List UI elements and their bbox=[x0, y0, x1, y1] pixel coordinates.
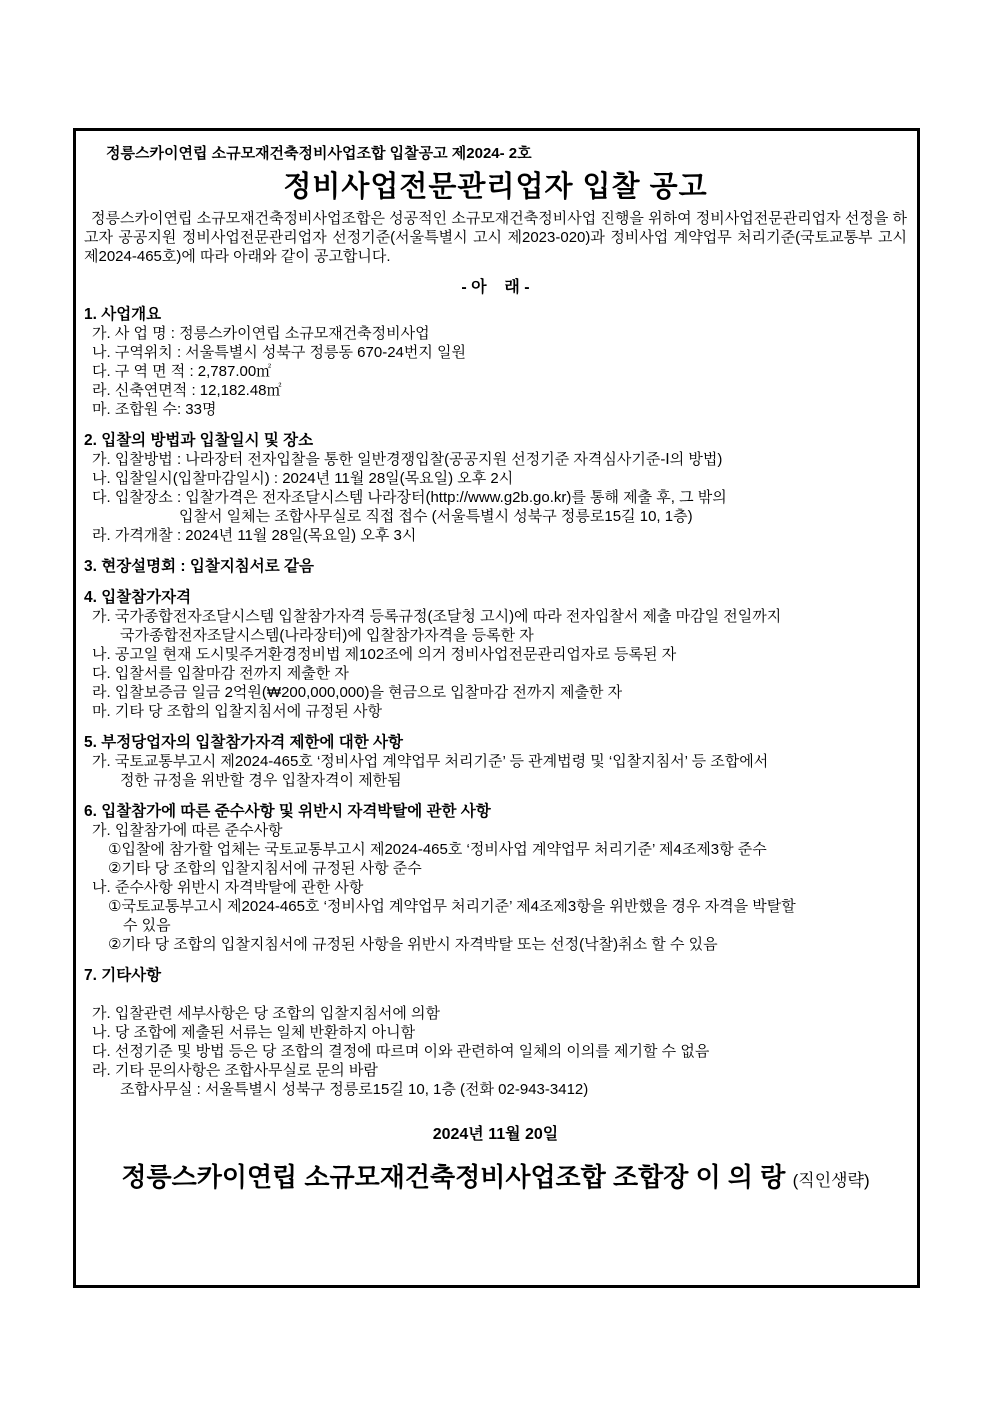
doc-line: 입찰서 일체는 조합사무실로 직접 접수 (서울특별시 성북구 정릉로15길 10, 1층) bbox=[179, 508, 693, 525]
doc-line: 마. 조합원 수: 33명 bbox=[92, 401, 217, 418]
doc-line: 마. 기타 당 조합의 입찰지침서에 규정된 사항 bbox=[92, 703, 382, 720]
doc-line: 나. 당 조합에 제출된 서류는 일체 반환하지 아니함 bbox=[92, 1024, 416, 1041]
document-number-line: 정릉스카이연립 소규모재건축정비사업조합 입찰공고 제2024- 2호 bbox=[106, 145, 532, 162]
doc-line: 다. 입찰서를 입찰마감 전까지 제출한 자 bbox=[92, 665, 349, 682]
section bbox=[84, 802, 907, 954]
doc-line: ②기타 당 조합의 입찰지침서에 규정된 사항 준수 bbox=[108, 860, 422, 877]
below-marker: - 아 래 - bbox=[461, 279, 530, 296]
sections bbox=[84, 305, 907, 1099]
section bbox=[84, 588, 907, 721]
signature-name: 정릉스카이연립 소규모재건축정비사업조합 조합장 이 의 랑 bbox=[121, 1162, 786, 1192]
signature-note: (직인생략) bbox=[792, 1171, 870, 1190]
doc-line: 나. 구역위치 : 서울특별시 성북구 정릉동 670-24번지 일원 bbox=[92, 344, 467, 361]
section-heading: 7. 기타사항 bbox=[84, 967, 162, 984]
doc-line: 가. 국가종합전자조달시스템 입찰참가자격 등록규정(조달청 고시)에 따라 전자입찰서 제출 마감일 전일까지 bbox=[92, 608, 782, 625]
doc-line: 가. 입찰관련 세부사항은 당 조합의 입찰지침서에 의함 bbox=[92, 1005, 440, 1022]
section-heading: 3. 현장설명회 : 입찰지침서로 같음 bbox=[84, 558, 314, 575]
date-line: 2024년 11월 20일 bbox=[432, 1126, 559, 1143]
section bbox=[84, 431, 907, 545]
doc-line: 라. 신축연면적 : 12,182.48㎡ bbox=[92, 382, 282, 399]
doc-line: 나. 공고일 현재 도시및주거환경정비법 제102조에 의거 정비사업전문관리업자로 등록된 자 bbox=[92, 646, 677, 663]
doc-line: 수 있음 bbox=[123, 917, 171, 934]
intro-paragraph: 정릉스카이연립 소규모재건축정비사업조합은 성공적인 소규모재건축정비사업 진행을 위하여 정비사업전문관리업자 선정을 하고자 공공지원 정비사업전문관리업자 선정기준(서울특별시 고시 제2023-020)과 정비사업 계약업무 처리기준(국토교통부 고시 제2024-465호)에 따라 아래와 같이 공고합니다. bbox=[84, 210, 907, 265]
doc-line: ①입찰에 참가할 업체는 국토교통부고시 제2024-465호 ‘정비사업 계약업무 처리기준’ 제4조제3항 준수 bbox=[108, 841, 767, 858]
document-content bbox=[76, 131, 917, 1198]
signature-line bbox=[84, 1160, 907, 1198]
page-title: 정비사업전문관리업자 입찰 공고 bbox=[283, 171, 708, 203]
doc-line: 다. 구 역 면 적 : 2,787.00㎡ bbox=[92, 363, 272, 380]
doc-line: 정한 규정을 위반할 경우 입찰자격이 제한됨 bbox=[120, 772, 402, 789]
doc-line: 라. 입찰보증금 일금 2억원(₩200,000,000)을 현금으로 입찰마감 전까지 제출한 자 bbox=[92, 684, 623, 701]
doc-line: 라. 기타 문의사항은 조합사무실로 문의 바람 bbox=[92, 1062, 378, 1079]
section-heading: 1. 사업개요 bbox=[84, 306, 162, 323]
section bbox=[84, 966, 907, 1099]
doc-line: 가. 입찰참가에 따른 준수사항 bbox=[92, 822, 283, 839]
doc-line: ①국토교통부고시 제2024-465호 ‘정비사업 계약업무 처리기준’ 제4조제3항을 위반했을 경우 자격을 박탈할 bbox=[108, 898, 796, 915]
doc-line: 나. 입찰일시(입찰마감일시) : 2024년 11월 28일(목요일) 오후 2시 bbox=[92, 470, 514, 487]
doc-line: 조합사무실 : 서울특별시 성북구 정릉로15길 10, 1층 (전화 02-943-3412) bbox=[120, 1081, 589, 1098]
doc-line: 가. 사 업 명 : 정릉스카이연립 소규모재건축정비사업 bbox=[92, 325, 430, 342]
doc-line: 나. 준수사항 위반시 자격박탈에 관한 사항 bbox=[92, 879, 364, 896]
doc-line: 가. 국토교통부고시 제2024-465호 ‘정비사업 계약업무 처리기준’ 등 관계법령 및 ‘입찰지침서’ 등 조합에서 bbox=[92, 753, 769, 770]
doc-line: 라. 가격개찰 : 2024년 11월 28일(목요일) 오후 3시 bbox=[92, 527, 417, 544]
section-heading: 4. 입찰참가자격 bbox=[84, 589, 192, 606]
doc-line: 다. 선정기준 및 방법 등은 당 조합의 결정에 따르며 이와 관련하여 일체의 이의를 제기할 수 없음 bbox=[92, 1043, 710, 1060]
doc-line: ②기타 당 조합의 입찰지침서에 규정된 사항을 위반시 자격박탈 또는 선정(낙찰)취소 할 수 있음 bbox=[108, 936, 718, 953]
doc-line: 다. 입찰장소 : 입찰가격은 전자조달시스템 나라장터(http://www.g2b.go.kr)를 통해 제출 후, 그 밖의 bbox=[92, 489, 727, 506]
doc-line: 국가종합전자조달시스템(나라장터)에 입찰참가자격을 등록한 자 bbox=[120, 627, 534, 644]
section-heading: 6. 입찰참가에 따른 준수사항 및 위반시 자격박탈에 관한 사항 bbox=[84, 803, 491, 820]
document-border-frame bbox=[73, 128, 920, 1288]
section bbox=[84, 557, 907, 576]
doc-line: 가. 입찰방법 : 나라장터 전자입찰을 통한 일반경쟁입찰(공공지원 선정기준 자격심사기준-Ⅰ의 방법) bbox=[92, 451, 723, 468]
section bbox=[84, 305, 907, 419]
section-heading: 2. 입찰의 방법과 입찰일시 및 장소 bbox=[84, 432, 314, 449]
section-heading: 5. 부정당업자의 입찰참가자격 제한에 대한 사항 bbox=[84, 734, 403, 751]
section bbox=[84, 733, 907, 790]
